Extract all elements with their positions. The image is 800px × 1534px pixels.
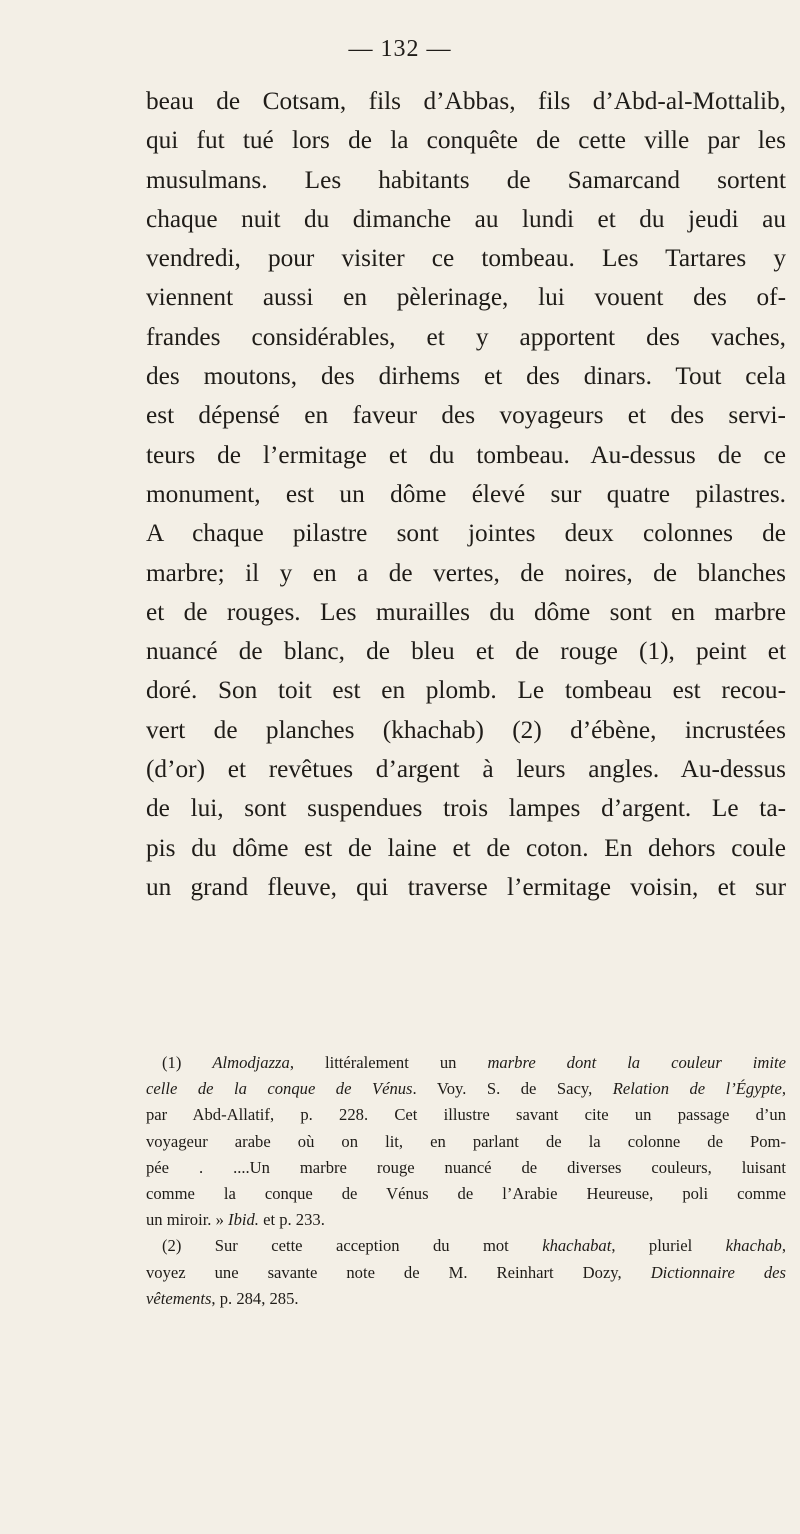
- text-line: est dépensé en faveur des voyageurs et des servi-: [146, 401, 786, 430]
- footnote-line: voyez une savante note de M. Reinhart Dozy, Dictionnaire des: [146, 1262, 786, 1282]
- text-line: doré. Son toit est en plomb. Le tombeau est recou-: [146, 676, 786, 705]
- text-line: nuancé de blanc, de bleu et de rouge (1), peint et: [146, 637, 786, 666]
- text-line: teurs de l’ermitage et du tombeau. Au-dessus de ce: [146, 440, 786, 469]
- text-line: pis du dôme est de laine et de coton. En dehors coule: [146, 833, 786, 862]
- text-line: des moutons, des dirhems et des dinars. Tout cela: [146, 362, 786, 391]
- text-line: et de rouges. Les murailles du dôme sont en marbre: [146, 597, 786, 626]
- footnote-1: [146, 1050, 786, 1233]
- text-line: de lui, sont suspendues trois lampes d’argent. Le ta-: [146, 794, 786, 823]
- main-text: [146, 82, 786, 907]
- text-line: monument, est un dôme élevé sur quatre pilastres.: [146, 479, 786, 508]
- text-line: un grand fleuve, qui traverse l’ermitage voisin, et sur: [146, 872, 786, 901]
- text-line: (d’or) et revêtues d’argent à leurs angles. Au-dessus: [146, 755, 786, 784]
- text-line: beau de Cotsam, fils d’Abbas, fils d’Abd-al-Mottalib,: [146, 87, 786, 115]
- text-line: vert de planches (khachab) (2) d’ébène, incrustées: [146, 715, 786, 744]
- text-line: viennent aussi en pèlerinage, lui vouent des of-: [146, 283, 786, 312]
- page-number-header: — 132 —: [348, 36, 452, 62]
- footnote-line: voyageur arabe où on lit, en parlant de la colonne de Pom-: [146, 1131, 786, 1151]
- text-line: A chaque pilastre sont jointes deux colonnes de: [146, 519, 786, 548]
- footnote-line: (2) Sur cette acception du mot khachabat, pluriel khachab,: [162, 1236, 786, 1256]
- text-line: frandes considérables, et y apportent des vaches,: [146, 322, 786, 351]
- footnote-line: vêtements, p. 284, 285.: [146, 1288, 299, 1308]
- footnote-line: pée . ....Un marbre rouge nuancé de diverses couleurs, luisant: [146, 1157, 786, 1177]
- footnote-line: celle de la conque de Vénus. Voy. S. de Sacy, Relation de l’Égypte,: [146, 1079, 787, 1099]
- footnote-2: [146, 1233, 786, 1312]
- footnote-line: (1) Almodjazza, littéralement un marbre dont la couleur imite: [162, 1053, 786, 1072]
- footnote-line: comme la conque de Vénus de l’Arabie Heureuse, poli comme: [146, 1183, 786, 1203]
- text-line: musulmans. Les habitants de Samarcand sortent: [146, 165, 786, 194]
- text-line: vendredi, pour visiter ce tombeau. Les Tartares y: [146, 244, 786, 273]
- footnote-line: un miroir. » Ibid. et p. 233.: [146, 1210, 325, 1230]
- text-line: chaque nuit du dimanche au lundi et du jeudi au: [146, 204, 786, 233]
- text-line: qui fut tué lors de la conquête de cette ville par les: [146, 126, 786, 155]
- text-line: marbre; il y en a de vertes, de noires, de blanches: [146, 558, 786, 587]
- footnotes: [146, 1050, 786, 1312]
- footnote-line: par Abd-Allatif, p. 228. Cet illustre savant cite un passage d’un: [146, 1105, 786, 1125]
